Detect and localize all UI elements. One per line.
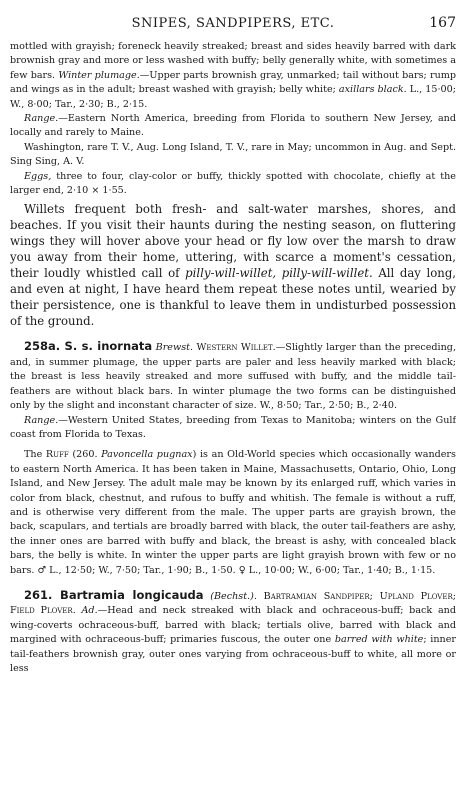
range-text-258a: —Western United States, breeding from Texas to Manitoba; winters on the Gulf coast from Florida to Texas. bbox=[10, 414, 456, 440]
range-label-258a: Range. bbox=[24, 414, 59, 426]
willets-text bbox=[10, 201, 456, 329]
plumage-text-b: —Upper parts brownish gray, unmarked; tail without bars; rump and wings as in the adult; breast washed with grayish; belly white; bbox=[10, 69, 456, 96]
species-261-text-b: ; inner tail-feathers brownish gray, outer ones varying from ochraceous-buff to white, all more or less bbox=[10, 634, 456, 674]
species-261-barred-white: barred with white bbox=[334, 634, 424, 646]
species-261-heading: 261. Bartramia longicauda bbox=[24, 587, 204, 602]
plumage-description bbox=[10, 40, 456, 112]
species-258a-text: —Slightly larger than the preceding, and, in summer plumage, the upper parts are paler and less heavily marked with black; the breast is less heavily streaked and more suffused with buffy, and the middle tail-feathers are without black bars. In winter plumage the two forms can be distinguished only by the slight and inconstant character of size. W., 8·50; Tar., 2·50; B., 2·40. bbox=[10, 342, 456, 412]
species-258a-paragraph bbox=[10, 339, 456, 413]
species-261-paragraph bbox=[10, 588, 456, 676]
eggs-paragraph-1 bbox=[10, 170, 456, 199]
species-258a-author: Brewst. bbox=[155, 342, 194, 354]
species-258a-heading: 258a. S. s. inornata bbox=[24, 339, 153, 354]
ruff-latin-name: Pavoncella pugnax bbox=[101, 449, 193, 461]
species-261-common-name: Bartramian Sandpiper; Upland Plover; Field Plover. bbox=[10, 590, 456, 617]
ruff-paren-close: ) bbox=[192, 449, 197, 461]
measurements-1: L., 15·00; W., 8·00; Tar., 2·30; B., 2·15. bbox=[10, 84, 456, 110]
species-258a-common-name: Western Willet. bbox=[196, 342, 276, 354]
species-258a-block bbox=[10, 339, 456, 442]
page-number: 167 bbox=[429, 15, 456, 31]
ruff-lead: The bbox=[24, 449, 43, 461]
small-text-block-1 bbox=[10, 40, 456, 198]
ruff-block bbox=[10, 448, 456, 578]
ruff-paren-open: (260. bbox=[72, 449, 98, 461]
willets-text-a: Willets frequent both fresh- and salt-water marshes, shores, and beaches. If you visit their haunts during the nesting season, on fluttering wings they will hover above your head or fly low over the marsh to draw you away from their home, uttering, with scarce a moment's cessation, their loudly whistled call of bbox=[10, 202, 456, 281]
range-label-1: Range. bbox=[24, 113, 59, 125]
washington-paragraph-1: Washington, rare T. V., Aug. Long Island, T. V., rare in May; uncommon in Aug. and Sept. Sing Sing, A. V. bbox=[10, 141, 456, 168]
axillars-text: axillars black. bbox=[338, 84, 407, 96]
range-paragraph-1 bbox=[10, 112, 456, 141]
ruff-paragraph bbox=[10, 448, 456, 578]
ruff-text: is an Old-World species which occasionally wanders to eastern North America. It has been taken in Maine, Massachusetts, Ontario, Ohio, Long Island, and New Jersey. The adult male may be known by its enlarged ruff, which varies in color from black, chestnut, and rufous to buffy and whitish. The female is without a ruff, and is otherwise very different from the male. The upper parts are grayish brown, the back, scapulars, and tertials are broadly barred with black, the outer tail-feathers are ashy, the inner ones are barred with buffy and black, the breast is ashy, with concealed black bars, the belly is white. In winter the upper parts are light grayish brown with few or no bars. ♂ L., 12·50; W., 7·50; Tar., 1·90; B., 1·50. ♀ L., 10·00; W., 6·00; Tar., 1·40; B., 1·15. bbox=[10, 449, 456, 576]
species-261-author: (Bechst.). bbox=[210, 590, 257, 602]
range-text-1: —Eastern North America, breeding from Florida to southern New Jersey, and locally and rarely to Maine. bbox=[10, 113, 456, 139]
eggs-label-1: Eggs, bbox=[24, 170, 52, 182]
book-page bbox=[10, 0, 456, 800]
species-261-adult-label: Ad. bbox=[81, 605, 98, 617]
willets-text-b: All day long, and even at night, I have heard them repeat these notes until, wearied by their persistence, one is thankful to leave them in undisturbed possession of the ground. bbox=[10, 266, 456, 329]
plumage-text-a: mottled with grayish; foreneck heavily streaked; breast and sides heavily barred with dark brownish gray and more or less washed with buffy; belly generally white, with sometimes a few bars. bbox=[10, 41, 456, 81]
ruff-name: Ruff bbox=[45, 449, 69, 461]
eggs-text-1: three to four, clay-color or buffy, thickly spotted with chocolate, chiefly at the larger end, 2·10 × 1·55. bbox=[10, 170, 456, 197]
range-paragraph-258a bbox=[10, 414, 456, 443]
running-head: SNIPES, SANDPIPERS, ETC. bbox=[131, 16, 335, 31]
page-header bbox=[10, 0, 456, 40]
species-261-text-a: —Head and neck streaked with black and ochraceous-buff; back and wing-coverts ochraceous-buff, barred with black; tertials olive, barred with black and margined with ochraceous-buff; primaries fuscous, the outer one bbox=[10, 605, 456, 646]
winter-plumage-label: Winter plumage. bbox=[58, 69, 140, 81]
species-261-block bbox=[10, 588, 456, 676]
willet-call: pilly-will-willet, pilly-will-willet. bbox=[185, 266, 373, 281]
willets-paragraph bbox=[10, 201, 456, 329]
